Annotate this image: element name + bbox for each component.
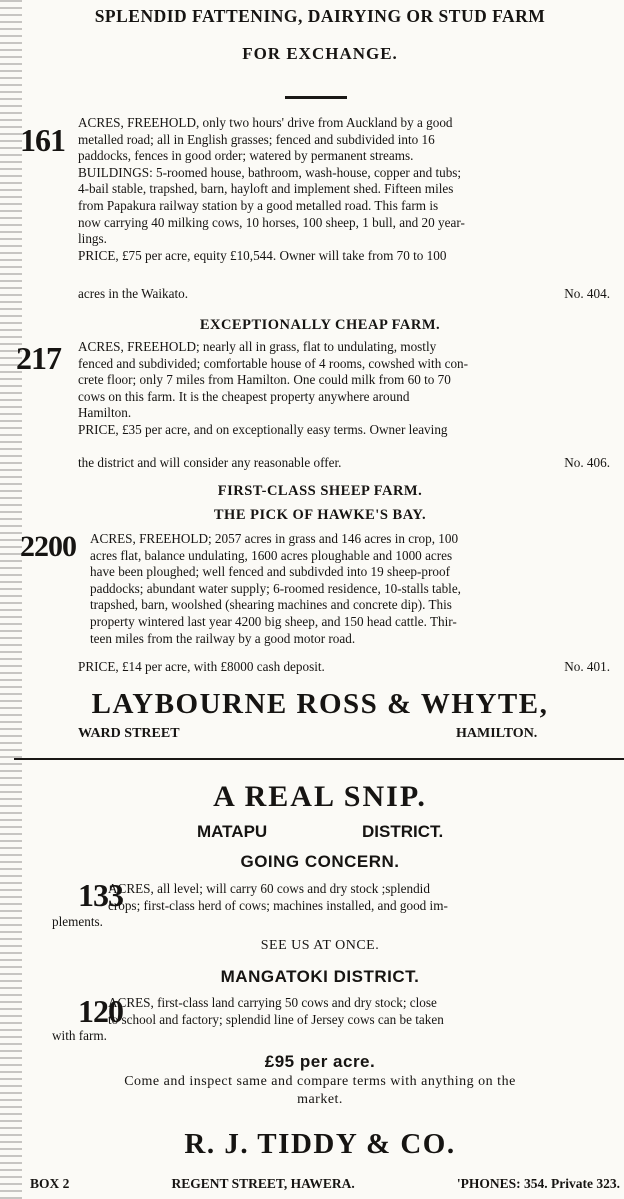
listing-1-acres: 161 [20, 122, 65, 158]
listing-2-line: ACRES, FREEHOLD; nearly all in grass, flat to undulating, mostly [78, 339, 437, 354]
district-label: DISTRICT. [362, 822, 444, 841]
snip-listing-1-body [52, 877, 612, 931]
regent-street-address: REGENT STREET, HAWERA. [171, 1176, 355, 1191]
snip-listing-2-line: ACRES, first-class land carrying 50 cows and dry stock; close [108, 995, 437, 1010]
listing-3-line: ACRES, FREEHOLD; 2057 acres in grass and 146 acres in crop, 100 [90, 531, 459, 546]
listing-3-line: trapshed, barn, woolshed (shearing machines and concrete dip). This [90, 597, 452, 613]
agent-name-laybourne: LAYBOURNE ROSS & WHYTE, [91, 688, 549, 720]
listing-3-price: PRICE, £14 per acre, with £8000 cash deposit. [78, 659, 325, 674]
listing-1-line: now carrying 40 milking cows, 10 horses, 100 sheep, 1 bull, and 20 year- [78, 214, 465, 230]
listing-3-acres: 2200 [20, 530, 76, 563]
listing-3-ref: No. 401. [564, 659, 610, 674]
listing-1-line: lings. [78, 231, 107, 247]
short-divider [285, 96, 347, 99]
section1-headline: SPLENDID FATTENING, DAIRYING OR STUD FARM [94, 6, 546, 26]
agent-contact-footer [30, 1176, 620, 1192]
section-divider [14, 758, 624, 760]
snip-listing-2-body [52, 995, 612, 1045]
listing-2-line: crete floor; only 7 miles from Hamilton. One could milk from 60 to 70 [78, 372, 451, 388]
listing-1-line: ACRES, FREEHOLD, only two hours' drive from Auckland by a good [78, 115, 453, 130]
section2-headline: A REAL SNIP. [213, 780, 427, 813]
mangatoki-heading: MANGATOKI DISTRICT. [220, 967, 420, 986]
listing-1-line: from Papakura railway station by a good metalled road. This farm is [78, 197, 439, 213]
snip-listing-1-line: ACRES, all level; will carry 60 cows and dry stock ;splendid [108, 881, 430, 896]
listing-1-line: metalled road; all in English grasses; fenced and subdivided into 16 [78, 131, 435, 147]
listing-2-ref: No. 406. [564, 455, 610, 470]
snip-listing-1-acres: 133 [78, 877, 123, 913]
listing-3-line: acres flat, balance undulating, 1600 acres ploughable and 1000 acres [90, 547, 453, 563]
listing-1-footer [78, 286, 610, 303]
listing-1-body [78, 115, 610, 264]
listing-2-price: PRICE, £35 per acre, and on exceptionally easy terms. Owner leaving [78, 421, 448, 437]
section1-subheadline: FOR EXCHANGE. [242, 44, 398, 63]
matapu-label: MATAPU [197, 822, 268, 841]
listing-1-line: BUILDINGS: 5-roomed house, bathroom, wash-house, copper and tubs; [78, 164, 462, 180]
listing-2-acres: 217 [16, 340, 61, 376]
listing-1-price: PRICE, £75 per acre, equity £10,544. Owner will take from 70 to 100 [78, 247, 447, 263]
listing-3-line: property wintered last year 4200 big sheep, and 150 head cattle. Thir- [90, 613, 457, 629]
torn-page-edge [0, 0, 22, 1199]
listing-1-line: 4-bail stable, trapshed, barn, hayloft and implement shed. Fifteen miles [78, 181, 454, 197]
listing-3-heading: FIRST-CLASS SHEEP FARM. [217, 483, 423, 499]
box-number: BOX 2 [30, 1176, 70, 1191]
listing-2-body [78, 339, 610, 439]
listing-2-heading: EXCEPTIONALLY CHEAP FARM. [199, 317, 441, 333]
agent-street: WARD STREET [78, 726, 180, 741]
listing-3-footer [78, 659, 610, 676]
agent-town: HAMILTON. [456, 726, 538, 741]
listing-2-footer [78, 455, 610, 472]
inspect-text-1: Come and inspect same and compare terms with anything on the [124, 1074, 516, 1089]
phone-numbers: 'PHONES: 354. Private 323. [456, 1176, 620, 1191]
listing-3-subheading: THE PICK OF HAWKE'S BAY. [213, 507, 427, 523]
listing-2-line: fenced and subdivided; comfortable house of 4 rooms, cowshed with con- [78, 355, 469, 371]
listing-2-line: cows on this farm. It is the cheapest property anywhere around [78, 388, 410, 404]
listing-1-ref: No. 404. [564, 286, 610, 301]
listing-2-last-line: the district and will consider any reasonable offer. [78, 455, 342, 470]
listing-3-line: teen miles from the railway by a good motor road. [90, 630, 356, 646]
snip-listing-2-line: to school and factory; splendid line of Jersey cows can be taken [108, 1011, 444, 1027]
going-concern-heading: GOING CONCERN. [240, 852, 400, 871]
listing-1-last-line: acres in the Waikato. [78, 286, 189, 301]
listing-1-line: paddocks, fences in good order; watered by permanent streams. [78, 148, 414, 164]
inspect-text-2: market. [297, 1092, 343, 1107]
price-per-acre: £95 per acre. [264, 1052, 376, 1071]
listing-3-body [90, 531, 610, 647]
listing-2-line: Hamilton. [78, 405, 132, 421]
listing-3-line: have been ploughed; well fenced and subdivded into 19 sheep-proof [90, 564, 450, 580]
snip-listing-2-acres: 120 [78, 993, 123, 1029]
see-us-text: SEE US AT ONCE. [260, 938, 380, 953]
snip-listing-2-line: with farm. [52, 1028, 107, 1044]
listing-3-line: paddocks; abundant water supply; 6-roomed residence, 10-stalls table, [90, 580, 461, 596]
snip-listing-1-line: crops; first-class herd of cows; machines installed, and good im- [108, 897, 448, 913]
snip-listing-1-line: plements. [52, 914, 103, 930]
agent-name-tiddy: R. J. TIDDY & CO. [184, 1128, 456, 1160]
